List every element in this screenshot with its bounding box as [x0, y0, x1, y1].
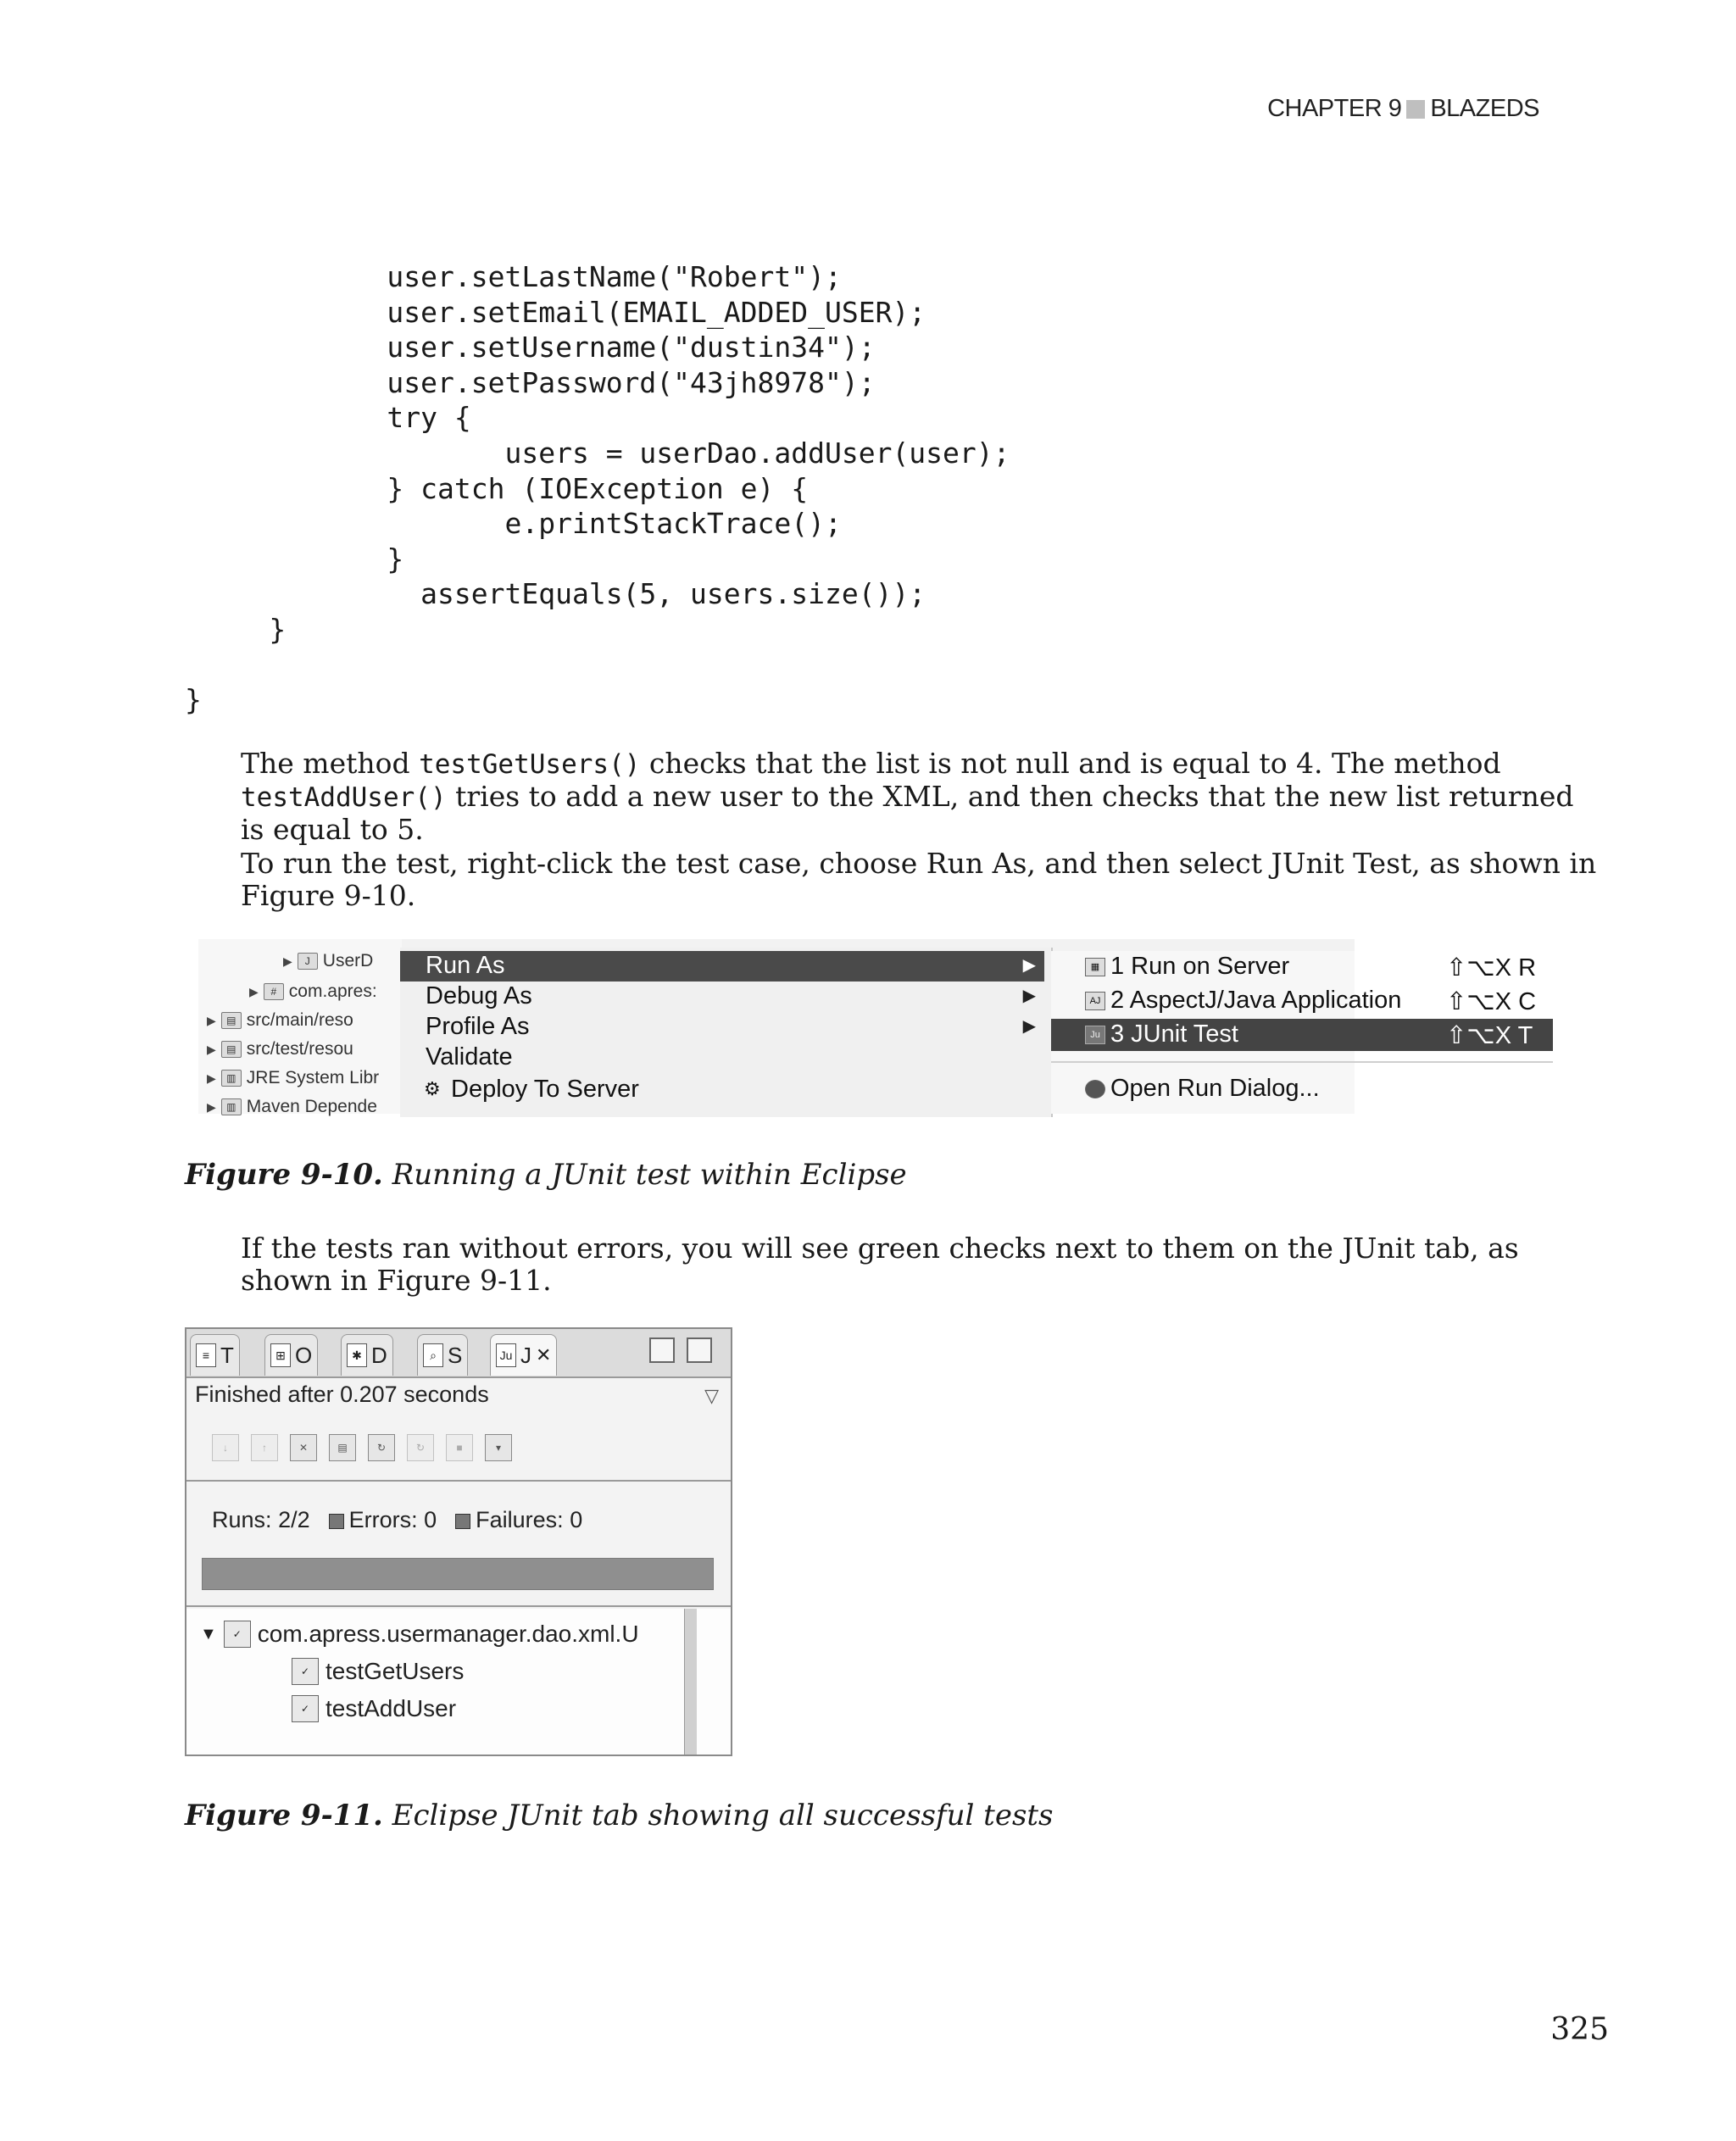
view-tab-strip — [186, 1329, 731, 1378]
code-line: assertEquals(5, users.size()); — [420, 577, 926, 611]
progress-bar-fill — [203, 1559, 713, 1589]
tab-t[interactable] — [190, 1334, 240, 1376]
inline-code-testgetusers: testGetUsers() — [419, 749, 641, 780]
menu-item-profile-as[interactable] — [400, 1012, 1044, 1043]
failure-icon — [455, 1514, 470, 1529]
menu-item-validate[interactable] — [400, 1043, 1044, 1073]
failures-counter — [455, 1507, 582, 1533]
menu-item-run-as[interactable] — [400, 951, 1044, 982]
source-folder-icon: ▤ — [221, 1041, 242, 1058]
minimize-button[interactable] — [649, 1337, 675, 1363]
runs-value: 2/2 — [278, 1507, 310, 1532]
stop-icon[interactable]: ■ — [446, 1434, 473, 1461]
tree-item-label: UserD — [322, 951, 374, 970]
menu-separator — [1051, 1061, 1553, 1063]
menu-shortcut: ⇧⌥X C — [1446, 988, 1537, 1015]
menu-item-label: Debug As — [426, 982, 532, 1009]
tree-item[interactable] — [207, 1039, 353, 1059]
rerun-failures-icon[interactable]: ↻ — [407, 1434, 434, 1461]
tab-label: D — [371, 1342, 387, 1368]
tree-item-label: src/main/reso — [246, 1010, 353, 1030]
submenu-arrow-icon: ▶ — [1022, 1017, 1036, 1036]
caption-label: Figure 9-11. — [185, 1799, 383, 1832]
tree-item[interactable] — [283, 951, 373, 971]
scroll-lock-icon[interactable]: ▤ — [329, 1434, 356, 1461]
code-line: user.setLastName("Robert"); — [387, 260, 842, 293]
submenu-arrow-icon: ▶ — [1022, 956, 1036, 975]
tree-item-label: com.apres: — [288, 982, 377, 1001]
runs-counter — [212, 1507, 310, 1533]
suite-label: com.apress.usermanager.dao.xml.U — [257, 1621, 639, 1647]
menu-item-label: Deploy To Server — [451, 1076, 639, 1103]
failures-value: 0 — [570, 1507, 583, 1532]
inline-code-testadduser: testAddUser() — [241, 782, 447, 813]
run-as-submenu — [1051, 951, 1537, 1136]
para-text: tries to add a new user to the XML, and then checks that the new list returned is equal to 5. — [241, 780, 1574, 846]
close-icon[interactable]: ✕ — [536, 1344, 552, 1365]
search-icon: ⌕ — [423, 1343, 443, 1367]
progress-bar — [202, 1558, 714, 1590]
tree-item-suite[interactable] — [200, 1621, 639, 1648]
context-menu — [400, 948, 1053, 1117]
para-text: checks that the list is not null and is equal to 4. The method — [640, 747, 1501, 780]
header-separator-square — [1406, 100, 1425, 119]
aspectj-icon: AJ — [1085, 992, 1105, 1010]
show-failures-only-icon[interactable]: ✕ — [290, 1434, 317, 1461]
paragraph-run-test: To run the test, right-click the test case, choose Run As, and then select JUnit Test, as shown in Figure 9-10. — [241, 847, 1597, 912]
figure-9-10-caption — [185, 1158, 907, 1192]
figure-9-11-junit-view — [185, 1327, 732, 1756]
tree-item[interactable] — [249, 982, 377, 1002]
caption-text: Eclipse JUnit tab showing all successful tests — [392, 1799, 1054, 1832]
rerun-test-icon[interactable]: ↻ — [368, 1434, 395, 1461]
tab-s[interactable] — [417, 1334, 468, 1376]
menu-item-label: Profile As — [426, 1013, 530, 1040]
chapter-label: CHAPTER 9 — [1267, 95, 1402, 122]
menu-item-label: Validate — [426, 1043, 513, 1070]
code-line: } — [269, 612, 287, 646]
errors-counter — [329, 1507, 437, 1533]
test-passed-icon: ✓ — [292, 1695, 319, 1722]
source-folder-icon: ▤ — [221, 1012, 242, 1029]
section-label: BLAZEDS — [1430, 95, 1539, 122]
tree-item[interactable] — [207, 1097, 377, 1117]
runs-label: Runs: — [212, 1507, 272, 1532]
junit-icon: Ju — [1085, 1026, 1105, 1044]
tree-item-test[interactable] — [292, 1658, 464, 1685]
code-line: e.printStackTrace(); — [504, 507, 842, 541]
menu-item-debug-as[interactable] — [400, 982, 1044, 1012]
library-icon: ▥ — [221, 1070, 242, 1087]
tree-item-label: Maven Depende — [246, 1097, 377, 1116]
menu-item-deploy-to-server[interactable] — [400, 1075, 1044, 1105]
menu-item-open-run-dialog[interactable] — [1051, 1073, 1553, 1105]
tree-item[interactable] — [207, 1010, 353, 1031]
tab-d[interactable] — [341, 1334, 393, 1376]
expand-arrow-icon: ▶ — [207, 1042, 216, 1056]
next-failure-icon[interactable]: ↓ — [212, 1434, 239, 1461]
java-file-icon: J — [298, 953, 318, 970]
expand-arrow-icon: ▶ — [283, 954, 292, 968]
menu-item-label: 2 AspectJ/Java Application — [1110, 987, 1402, 1014]
run-dialog-icon — [1085, 1080, 1105, 1098]
submenu-arrow-icon: ▶ — [1022, 987, 1036, 1005]
caption-text: Running a JUnit test within Eclipse — [392, 1158, 907, 1192]
menu-shortcut: ⇧⌥X R — [1446, 954, 1537, 982]
collapse-arrow-icon: ▼ — [200, 1624, 217, 1643]
server-icon: ▦ — [1085, 958, 1105, 976]
expand-arrow-icon: ▶ — [207, 1099, 216, 1114]
figure-9-11-caption — [185, 1799, 1054, 1832]
paragraph-green-checks: If the tests ran without errors, you will see green checks next to them on the JUnit tab, as shown in Figure 9-11. — [241, 1232, 1519, 1297]
code-line: user.setPassword("43jh8978"); — [387, 365, 876, 399]
code-listing — [185, 259, 1010, 718]
mouse-cursor-icon: ↖ — [1200, 1110, 1219, 1136]
code-line: user.setUsername("dustin34"); — [387, 331, 876, 364]
menu-item-label: Open Run Dialog... — [1110, 1075, 1320, 1102]
menu-shortcut: ⇧⌥X T — [1446, 1022, 1533, 1049]
expand-arrow-icon: ▶ — [207, 1070, 216, 1085]
menu-item-label: 3 JUnit Test — [1110, 1020, 1238, 1048]
code-line: } — [185, 683, 202, 717]
junit-toolbar — [212, 1429, 512, 1466]
junit-icon: Ju — [496, 1343, 516, 1367]
code-line: } catch (IOException e) { — [387, 471, 809, 505]
tab-label: T — [220, 1342, 234, 1368]
menu-item-label: 1 Run on Server — [1110, 953, 1290, 980]
task-list-icon: ≡ — [196, 1343, 216, 1367]
code-line: user.setEmail(EMAIL_ADDED_USER); — [387, 295, 926, 329]
test-label: testAddUser — [326, 1695, 457, 1721]
page-number: 325 — [1550, 2012, 1609, 2047]
caption-label: Figure 9-10. — [185, 1158, 383, 1192]
tab-label: S — [448, 1342, 463, 1368]
code-line: users = userDao.addUser(user); — [504, 436, 1010, 470]
code-line: try { — [387, 401, 471, 435]
maximize-button[interactable] — [687, 1337, 712, 1363]
tab-junit[interactable] — [490, 1334, 557, 1376]
tree-item-label: src/test/resou — [246, 1039, 353, 1059]
paragraph-test-methods — [185, 748, 1597, 846]
test-results-tree — [186, 1609, 731, 1755]
test-suite-icon: ✓ — [224, 1621, 251, 1648]
tab-label: J — [520, 1342, 531, 1368]
debug-icon: ✱ — [347, 1343, 367, 1367]
deploy-server-icon: ⚙ — [424, 1078, 441, 1099]
outline-icon: ⊞ — [270, 1343, 291, 1367]
package-icon: # — [264, 983, 284, 1000]
library-icon: ▥ — [221, 1098, 242, 1115]
menu-item-label: Run As — [426, 952, 505, 979]
view-menu-icon[interactable]: ▽ — [704, 1385, 719, 1406]
figure-9-10-run-as-menu — [198, 939, 1537, 1136]
menu-item-aspectj-application[interactable] — [1051, 985, 1553, 1017]
tree-item-test[interactable] — [292, 1695, 456, 1722]
running-header — [1267, 95, 1539, 123]
package-explorer-tree — [198, 939, 402, 1114]
error-icon — [329, 1514, 344, 1529]
test-passed-icon: ✓ — [292, 1658, 319, 1685]
para-text: The method — [241, 747, 420, 780]
test-label: testGetUsers — [326, 1658, 465, 1684]
errors-label: Errors: — [348, 1507, 418, 1532]
code-line: } — [387, 542, 404, 576]
menu-item-run-on-server[interactable] — [1051, 951, 1553, 983]
tab-label: O — [295, 1342, 313, 1368]
expand-arrow-icon: ▶ — [249, 984, 259, 998]
errors-value: 0 — [424, 1507, 437, 1532]
vertical-scrollbar[interactable] — [684, 1609, 697, 1755]
tree-item[interactable] — [207, 1068, 379, 1088]
divider — [186, 1480, 731, 1482]
status-message: Finished after 0.207 seconds — [195, 1382, 489, 1407]
history-dropdown-icon[interactable]: ▾ — [485, 1434, 512, 1461]
test-counters — [212, 1507, 582, 1533]
tab-o[interactable] — [264, 1334, 318, 1376]
divider — [186, 1605, 731, 1607]
failures-label: Failures: — [476, 1507, 564, 1532]
expand-arrow-icon: ▶ — [207, 1013, 216, 1027]
previous-failure-icon[interactable]: ↑ — [251, 1434, 278, 1461]
tree-item-label: JRE System Libr — [246, 1068, 380, 1087]
